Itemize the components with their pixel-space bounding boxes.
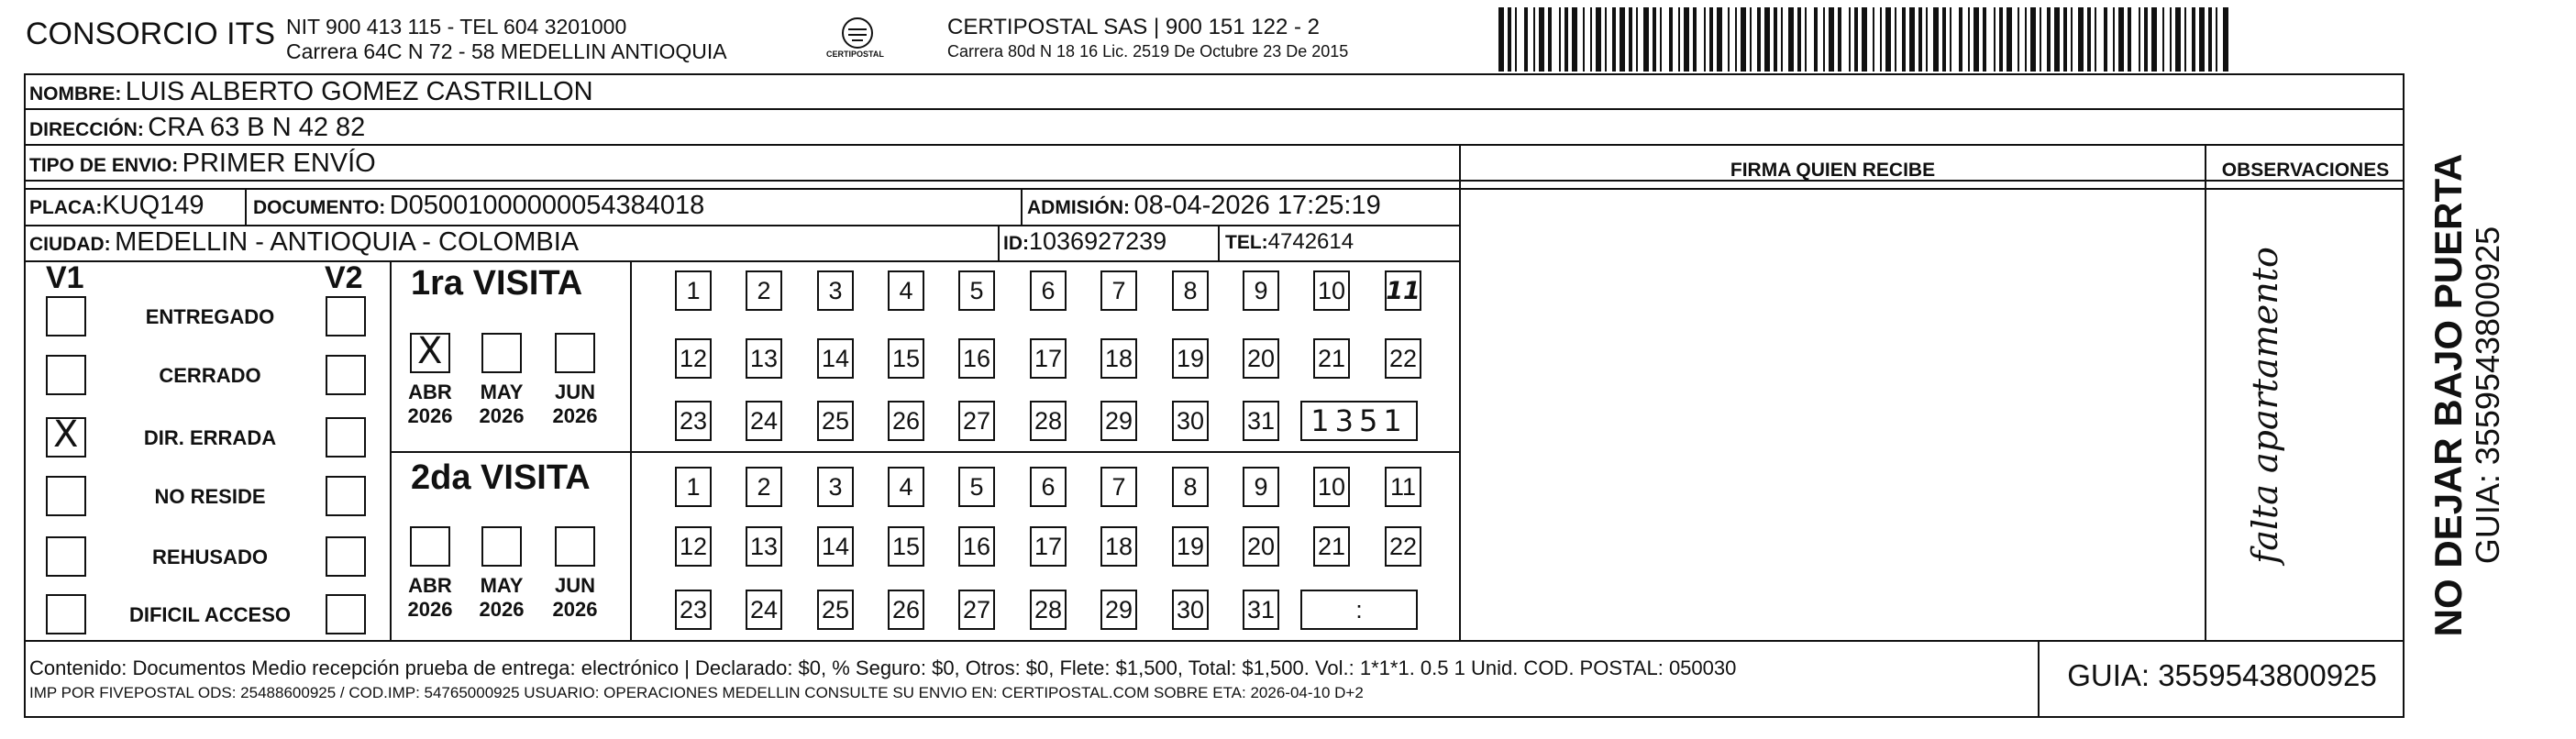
month-checkbox[interactable]: [555, 333, 595, 373]
tel-label: TEL:: [1225, 232, 1268, 253]
check-mark: X: [417, 330, 443, 372]
v1-checkbox[interactable]: [46, 414, 86, 458]
certipostal-logo: [826, 13, 885, 62]
sign-header: FIRMA QUIEN RECIBE: [1730, 160, 1936, 181]
footer-print-info: IMP POR FIVEPOSTAL ODS: 25488600925 / COD.IMP: 54765000925 USUARIO: OPERACIONES MEDELLIN CONSULTE SU ENVIO EN: CERTIPOSTAL.COM SOBRE ETA: 2026-04-10 D+2: [29, 684, 1364, 701]
day-box[interactable]: 9: [1243, 270, 1279, 311]
day-box[interactable]: 10: [1313, 467, 1350, 507]
footer-guia: GUIA: 3559543800925: [2067, 658, 2377, 692]
v1-checkbox[interactable]: [46, 355, 86, 395]
shipment-type: PRIMER ENVÍO: [182, 149, 376, 178]
day-box[interactable]: 22: [1385, 526, 1421, 567]
year-label: 2026: [407, 598, 453, 621]
v2-checkbox[interactable]: [326, 417, 366, 458]
day-box[interactable]: 19: [1172, 338, 1209, 379]
carrier-info: CERTIPOSTAL SAS | 900 151 122 - 2: [947, 15, 1320, 39]
company-address: Carrera 64C N 72 - 58 MEDELLIN ANTIOQUIA: [286, 39, 727, 63]
v2-label: V2: [325, 260, 363, 295]
v2-checkbox[interactable]: [326, 355, 366, 395]
barcode: [1497, 7, 2230, 72]
visit1-time[interactable]: 1351: [1300, 401, 1418, 441]
day-box[interactable]: 18: [1100, 526, 1137, 567]
company-name: CONSORCIO ITS: [26, 17, 276, 51]
day-box[interactable]: 14: [817, 338, 854, 379]
month-checkbox[interactable]: [481, 526, 522, 567]
status-option-label: CERRADO: [159, 364, 261, 387]
day-box[interactable]: 19: [1172, 526, 1209, 567]
day-box[interactable]: 20: [1243, 338, 1279, 379]
day-box[interactable]: 21: [1313, 526, 1350, 567]
recipient-name: LUIS ALBERTO GOMEZ CASTRILLON: [125, 77, 593, 106]
month-label: ABR: [408, 574, 452, 597]
day-box[interactable]: 28: [1030, 401, 1067, 441]
day-box[interactable]: 5: [958, 467, 995, 507]
day-box[interactable]: 13: [746, 338, 782, 379]
day-box[interactable]: 4: [888, 270, 924, 311]
type-label: TIPO DE ENVIO:: [29, 155, 179, 176]
month-label: MAY: [480, 381, 524, 403]
signature-area[interactable]: [1461, 190, 2205, 640]
day-box[interactable]: 14: [817, 526, 854, 567]
month-checkbox[interactable]: [410, 526, 450, 567]
v1-checkbox[interactable]: [46, 536, 86, 577]
day-box[interactable]: 16: [958, 338, 995, 379]
day-box[interactable]: 22: [1385, 338, 1421, 379]
day-box[interactable]: 30: [1172, 590, 1209, 630]
side-warning: [2416, 73, 2517, 718]
day-box[interactable]: 7: [1100, 467, 1137, 507]
day-box[interactable]: 30: [1172, 401, 1209, 441]
recipient-tel: 4742614: [1267, 229, 1354, 254]
year-label: 2026: [479, 404, 525, 427]
day-box[interactable]: 13: [746, 526, 782, 567]
month-label: JUN: [554, 574, 595, 597]
day-box[interactable]: 8: [1172, 270, 1209, 311]
month-checkbox[interactable]: [481, 333, 522, 373]
status-option-label: ENTREGADO: [145, 305, 275, 328]
v2-checkbox[interactable]: [326, 594, 366, 634]
id-label: ID:: [1003, 233, 1029, 254]
status-option-label: DIR. ERRADA: [143, 426, 277, 449]
day-box[interactable]: 20: [1243, 526, 1279, 567]
observations-header: OBSERVACIONES: [2221, 160, 2390, 181]
day-box[interactable]: 26: [888, 401, 924, 441]
day-box[interactable]: 2: [746, 467, 782, 507]
v1-checkbox[interactable]: [46, 594, 86, 634]
admission-date: 08-04-2026 17:25:19: [1133, 191, 1381, 220]
v1-checkbox[interactable]: [46, 476, 86, 516]
day-box[interactable]: 2: [746, 270, 782, 311]
document-number: D05001000000054384018: [389, 191, 705, 220]
day-box[interactable]: 8: [1172, 467, 1209, 507]
day-box[interactable]: 5: [958, 270, 995, 311]
day-box[interactable]: 18: [1100, 338, 1137, 379]
status-option-label: NO RESIDE: [154, 485, 266, 508]
visit1-title: 1ra VISITA: [411, 264, 583, 303]
day-box[interactable]: 6: [1030, 467, 1067, 507]
status-option-label: REHUSADO: [152, 546, 268, 568]
v2-checkbox[interactable]: [326, 476, 366, 516]
day-box[interactable]: 24: [746, 401, 782, 441]
day-box[interactable]: 26: [888, 590, 924, 630]
day-box[interactable]: 4: [888, 467, 924, 507]
day-box[interactable]: 6: [1030, 270, 1067, 311]
day-box[interactable]: 7: [1100, 270, 1137, 311]
day-box[interactable]: 11: [1385, 270, 1421, 311]
day-box[interactable]: 1: [675, 467, 712, 507]
day-box[interactable]: 31: [1243, 401, 1279, 441]
v2-checkbox[interactable]: [326, 536, 366, 577]
day-box[interactable]: 27: [958, 590, 995, 630]
day-box[interactable]: 3: [817, 270, 854, 311]
year-label: 2026: [407, 404, 453, 427]
month-checkbox[interactable]: [410, 330, 450, 373]
month-label: MAY: [480, 574, 524, 597]
day-box[interactable]: 1: [675, 270, 712, 311]
month-label: ABR: [408, 381, 452, 403]
day-box[interactable]: 15: [888, 338, 924, 379]
day-box[interactable]: 23: [675, 590, 712, 630]
year-label: 2026: [479, 598, 525, 621]
side-no-dejar: NO DEJAR BAJO PUERTA: [2427, 153, 2470, 637]
day-box[interactable]: 16: [958, 526, 995, 567]
day-box[interactable]: 12: [675, 338, 712, 379]
visit2-time[interactable]: :: [1300, 590, 1418, 630]
day-box[interactable]: 29: [1100, 590, 1137, 630]
company-nit: NIT 900 413 115 - TEL 604 3201000: [286, 15, 627, 39]
day-box[interactable]: 17: [1030, 526, 1067, 567]
side-guia: GUIA: 3559543800925: [2469, 226, 2506, 565]
year-label: 2026: [552, 598, 598, 621]
day-box[interactable]: 10: [1313, 270, 1350, 311]
observation-note: falta apartamento: [2245, 247, 2285, 564]
day-box[interactable]: 25: [817, 401, 854, 441]
name-label: NOMBRE:: [29, 83, 122, 105]
recipient-address: CRA 63 B N 42 82: [148, 113, 366, 142]
year-label: 2026: [552, 404, 598, 427]
month-checkbox[interactable]: [555, 526, 595, 567]
plate-label: PLACA:: [29, 197, 103, 218]
day-box[interactable]: 25: [817, 590, 854, 630]
v1-label: V1: [46, 260, 84, 295]
city: MEDELLIN - ANTIOQUIA - COLOMBIA: [115, 227, 580, 257]
day-box[interactable]: 27: [958, 401, 995, 441]
document-label: DOCUMENTO:: [253, 197, 386, 218]
logo-caption: CERTIPOSTAL: [826, 50, 884, 59]
day-box[interactable]: 3: [817, 467, 854, 507]
day-box[interactable]: 12: [675, 526, 712, 567]
month-label: JUN: [554, 381, 595, 403]
status-option-label: DIFICIL ACCESO: [128, 603, 291, 626]
day-box[interactable]: 28: [1030, 590, 1067, 630]
check-mark: X: [53, 414, 79, 456]
day-box[interactable]: 29: [1100, 401, 1137, 441]
day-box[interactable]: 15: [888, 526, 924, 567]
visit2-title: 2da VISITA: [411, 458, 591, 497]
plate: KUQ149: [102, 191, 205, 220]
v2-checkbox[interactable]: [326, 296, 366, 336]
day-box[interactable]: 11: [1385, 467, 1421, 507]
admission-label: ADMISIÓN:: [1027, 197, 1130, 218]
recipient-id: 1036927239: [1029, 227, 1167, 255]
day-box[interactable]: 17: [1030, 338, 1067, 379]
v1-checkbox[interactable]: [46, 296, 86, 336]
day-box[interactable]: 31: [1243, 590, 1279, 630]
carrier-address: Carrera 80d N 18 16 Lic. 2519 De Octubre 23 De 2015: [947, 42, 1349, 61]
address-label: DIRECCIÓN:: [29, 119, 144, 140]
day-box[interactable]: 9: [1243, 467, 1279, 507]
day-box[interactable]: 21: [1313, 338, 1350, 379]
footer-contents: Contenido: Documentos Medio recepción prueba de entrega: electrónico | Declarado: $0, % Seguro: $0, Otros: $0, Flete: $1,500, Total: $1,500. Vol.: 1*1*1. 0.5 1 Unid. COD. POSTAL: 050030: [29, 656, 1737, 679]
city-label: CIUDAD:: [29, 234, 111, 255]
day-box[interactable]: 23: [675, 401, 712, 441]
day-box[interactable]: 24: [746, 590, 782, 630]
